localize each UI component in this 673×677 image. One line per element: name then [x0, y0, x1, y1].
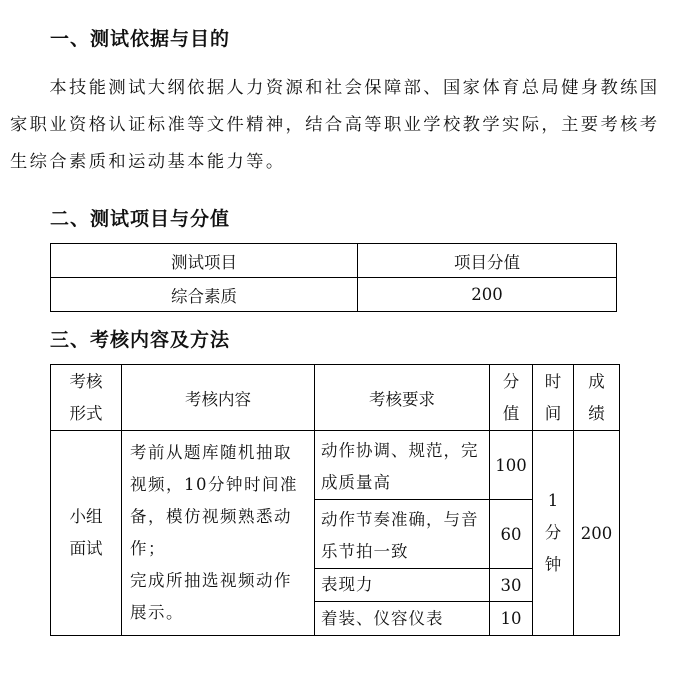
cell-total: 200	[574, 431, 620, 636]
header-test-item: 测试项目	[51, 244, 358, 278]
cell-requirement-score: 100	[490, 431, 533, 500]
table-row	[51, 431, 620, 500]
table-row	[51, 278, 617, 312]
cell-requirement: 动作协调、规范，完成质量高	[315, 431, 490, 500]
header-time: 时间	[533, 365, 574, 431]
cell-requirement: 表现力	[315, 569, 490, 602]
header-grade: 成绩	[574, 365, 620, 431]
cell-form: 小组面试	[51, 431, 122, 636]
section-heading-items: 二、测试项目与分值	[50, 208, 231, 230]
cell-content: 考前从题库随机抽取视频，10分钟时间准备，模仿视频熟悉动作； 完成所抽选视频动作展示。	[122, 431, 315, 636]
cell-item-name: 综合素质	[51, 278, 358, 312]
cell-requirement-score: 30	[490, 569, 533, 602]
table-header-row	[51, 244, 617, 278]
cell-requirement-score: 60	[490, 500, 533, 569]
header-score: 分值	[490, 365, 533, 431]
table-header-row	[51, 365, 620, 431]
cell-item-score: 200	[358, 278, 617, 312]
cell-requirement: 动作节奏准确，与音乐节拍一致	[315, 500, 490, 569]
header-content: 考核内容	[122, 365, 315, 431]
cell-requirement: 着装、仪容仪表	[315, 602, 490, 636]
cell-requirement-score: 10	[490, 602, 533, 636]
section-heading-basis: 一、测试依据与目的	[50, 28, 231, 50]
test-items-table	[50, 243, 617, 312]
header-form: 考核形式	[51, 365, 122, 431]
cell-time: 1分钟	[533, 431, 574, 636]
assessment-table	[50, 364, 620, 636]
header-item-score: 项目分值	[358, 244, 617, 278]
section-heading-content: 三、考核内容及方法	[50, 329, 231, 351]
basis-paragraph: 本技能测试大纲依据人力资源和社会保障部、国家体育总局健身教练国家职业资格认证标准等文件精神，结合高等职业学校教学实际，主要考核考生综合素质和运动基本能力等。	[10, 78, 660, 172]
header-requirements: 考核要求	[315, 365, 490, 431]
